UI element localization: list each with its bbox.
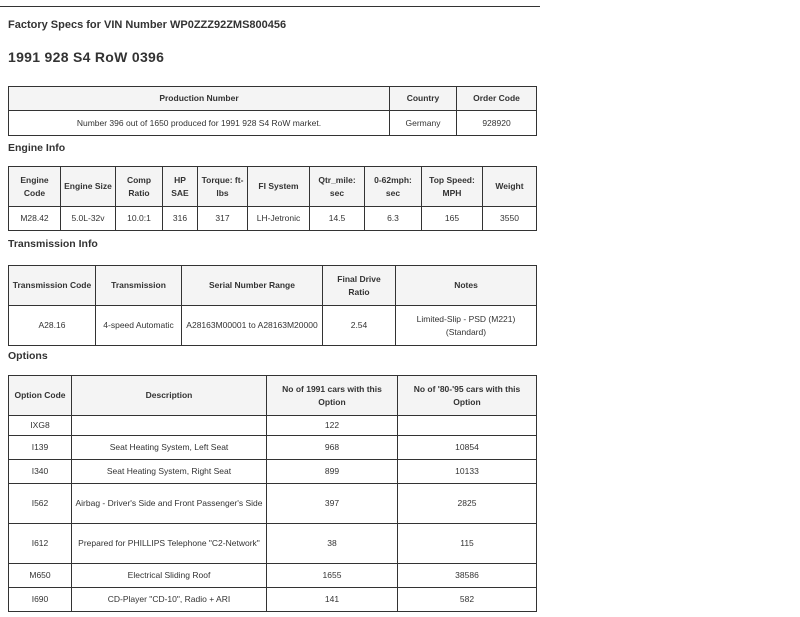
table-row	[9, 460, 537, 484]
count-80-95-cell: 582	[398, 588, 537, 612]
table-row	[9, 564, 537, 588]
option-code-cell: I340	[9, 460, 72, 484]
count-1991-cell: 122	[267, 416, 398, 436]
comp-ratio-cell: 10.0:1	[116, 207, 163, 231]
qtr-mile-cell: 14.5	[310, 207, 365, 231]
qtr-mile-header: Qtr_mile: sec	[310, 167, 365, 207]
top-speed-header: Top Speed: MPH	[422, 167, 483, 207]
model-title: 1991 928 S4 RoW 0396	[8, 49, 165, 65]
engine-info-title: Engine Info	[8, 142, 66, 154]
transmission-info-title: Transmission Info	[8, 238, 98, 250]
final-drive-header: Final Drive Ratio	[323, 266, 396, 306]
count-1991-cell: 968	[267, 436, 398, 460]
option-code-cell: IXG8	[9, 416, 72, 436]
engine-table	[8, 166, 537, 231]
order-code-header: Order Code	[457, 87, 537, 111]
serial-range-header: Serial Number Range	[182, 266, 323, 306]
fi-system-header: FI System	[248, 167, 310, 207]
transmission-table	[8, 265, 537, 346]
option-code-cell: I690	[9, 588, 72, 612]
weight-cell: 3550	[483, 207, 537, 231]
count-80-95-cell	[398, 416, 537, 436]
description-header: Description	[72, 376, 267, 416]
transmission-cell: 4-speed Automatic	[96, 306, 182, 346]
description-cell	[72, 416, 267, 436]
table-header-row	[9, 266, 537, 306]
count-1991-cell: 141	[267, 588, 398, 612]
count-80-95-cell: 2825	[398, 484, 537, 524]
transmission-code-cell: A28.16	[9, 306, 96, 346]
notes-header: Notes	[396, 266, 537, 306]
table-row	[9, 416, 537, 436]
fi-system-cell: LH-Jetronic	[248, 207, 310, 231]
table-row	[9, 588, 537, 612]
engine-size-header: Engine Size	[61, 167, 116, 207]
hp-sae-header: HP SAE	[163, 167, 198, 207]
serial-range-cell: A28163M00001 to A28163M20000	[182, 306, 323, 346]
option-code-cell: I562	[9, 484, 72, 524]
option-code-cell: M650	[9, 564, 72, 588]
order-code-cell: 928920	[457, 111, 537, 136]
table-header-row	[9, 376, 537, 416]
table-header-row	[9, 167, 537, 207]
options-table	[8, 375, 537, 612]
count-1991-cell: 397	[267, 484, 398, 524]
description-cell: Seat Heating System, Left Seat	[72, 436, 267, 460]
table-header-row	[9, 87, 537, 111]
production-number-cell: Number 396 out of 1650 produced for 1991 928 S4 RoW market.	[9, 111, 390, 136]
description-cell: Airbag - Driver's Side and Front Passenger's Side	[72, 484, 267, 524]
torque-header: Torque: ft-lbs	[198, 167, 248, 207]
production-table	[8, 86, 537, 136]
option-code-header: Option Code	[9, 376, 72, 416]
engine-size-cell: 5.0L-32v	[61, 207, 116, 231]
transmission-code-header: Transmission Code	[9, 266, 96, 306]
engine-code-cell: M28.42	[9, 207, 61, 231]
count-80-95-cell: 38586	[398, 564, 537, 588]
country-cell: Germany	[390, 111, 457, 136]
count-1991-cell: 899	[267, 460, 398, 484]
count-80-95-cell: 10133	[398, 460, 537, 484]
count-80-95-header: No of '80-'95 cars with this Option	[398, 376, 537, 416]
count-80-95-cell: 115	[398, 524, 537, 564]
production-number-header: Production Number	[9, 87, 390, 111]
option-code-cell: I612	[9, 524, 72, 564]
options-title: Options	[8, 350, 48, 362]
count-80-95-cell: 10854	[398, 436, 537, 460]
engine-code-header: Engine Code	[9, 167, 61, 207]
description-cell: Electrical Sliding Roof	[72, 564, 267, 588]
top-divider	[0, 6, 540, 7]
count-1991-cell: 38	[267, 524, 398, 564]
torque-cell: 317	[198, 207, 248, 231]
count-1991-cell: 1655	[267, 564, 398, 588]
table-row	[9, 306, 537, 346]
country-header: Country	[390, 87, 457, 111]
top-speed-cell: 165	[422, 207, 483, 231]
table-row	[9, 484, 537, 524]
table-row	[9, 524, 537, 564]
table-row	[9, 436, 537, 460]
table-row	[9, 111, 537, 136]
table-row	[9, 207, 537, 231]
final-drive-cell: 2.54	[323, 306, 396, 346]
zero-62-header: 0-62mph: sec	[365, 167, 422, 207]
notes-cell: Limited-Slip - PSD (M221) (Standard)	[396, 306, 537, 346]
weight-header: Weight	[483, 167, 537, 207]
zero-62-cell: 6.3	[365, 207, 422, 231]
description-cell: CD-Player "CD-10", Radio + ARI	[72, 588, 267, 612]
option-code-cell: I139	[9, 436, 72, 460]
hp-sae-cell: 316	[163, 207, 198, 231]
transmission-header: Transmission	[96, 266, 182, 306]
count-1991-header: No of 1991 cars with this Option	[267, 376, 398, 416]
comp-ratio-header: Comp Ratio	[116, 167, 163, 207]
description-cell: Prepared for PHILLIPS Telephone "C2-Network"	[72, 524, 267, 564]
description-cell: Seat Heating System, Right Seat	[72, 460, 267, 484]
vin-title: Factory Specs for VIN Number WP0ZZZ92ZMS800456	[8, 19, 287, 31]
